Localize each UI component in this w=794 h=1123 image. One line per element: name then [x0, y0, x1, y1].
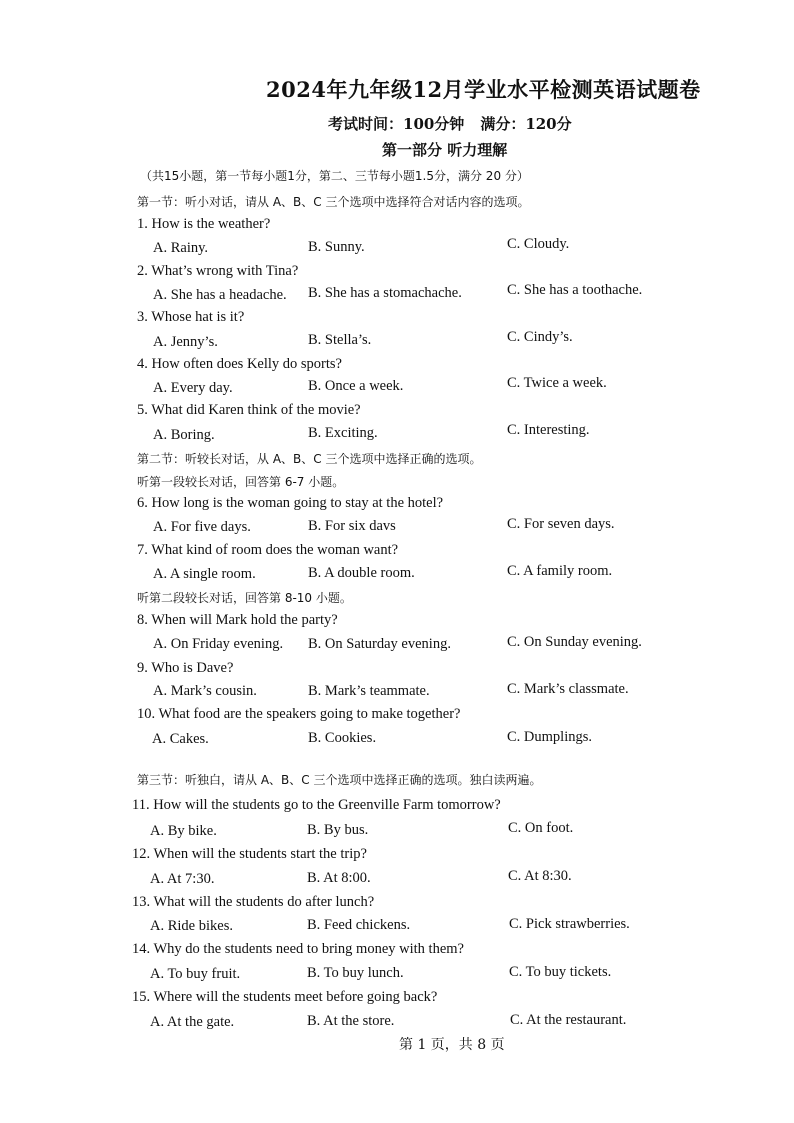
q14-option-a: A. To buy fruit. — [150, 966, 241, 982]
q8-option-c: C. On Sunday evening. — [507, 634, 642, 650]
q9-option-c: C. Mark’s classmate. — [507, 681, 629, 697]
q9-option-a: A. Mark’s cousin. — [153, 683, 257, 699]
question-5: 5. What did Karen think of the movie? — [137, 402, 361, 418]
q14-option-b: B. To buy lunch. — [307, 965, 404, 981]
q1-option-a: A. Rainy. — [153, 240, 209, 256]
q13-option-c: C. Pick strawberries. — [509, 916, 630, 932]
question-14: 14. Why do the students need to bring money with them? — [132, 941, 464, 957]
q12-option-a: A. At 7:30. — [150, 871, 215, 887]
q3-option-b: B. Stella’s. — [308, 332, 372, 348]
exam-time: 考试时间：100分钟 — [328, 115, 465, 133]
question-2: 2. What’s wrong with Tina? — [137, 263, 299, 279]
q15-option-b: B. At the store. — [307, 1013, 395, 1029]
q6-option-c: C. For seven days. — [507, 516, 615, 532]
q13-option-a: A. Ride bikes. — [150, 918, 233, 934]
q3-option-c: C. Cindy’s. — [507, 329, 573, 345]
q14-option-c: C. To buy tickets. — [509, 964, 612, 980]
q9-option-b: B. Mark’s teammate. — [308, 683, 430, 699]
question-10: 10. What food are the speakers going to make together? — [137, 706, 461, 722]
q7-option-a: A. A single room. — [153, 566, 256, 582]
dialog1-instruction: 听第一段较长对话，回答第 6-7 小题。 — [137, 475, 345, 489]
question-1: 1. How is the weather? — [137, 216, 271, 232]
q10-option-a: A. Cakes. — [152, 731, 209, 747]
part2-instruction: 第二节：听较长对话，从 A、B、C 三个选项中选择正确的选项。 — [137, 452, 482, 466]
section-note: （共15小题，第一节每小题1分，第二、三节每小题1.5分，满分 20 分） — [140, 169, 529, 183]
question-3: 3. Whose hat is it? — [137, 309, 245, 325]
question-9: 9. Who is Dave? — [137, 660, 234, 676]
q8-option-b: B. On Saturday evening. — [308, 636, 451, 652]
q4-option-a: A. Every day. — [153, 380, 233, 396]
q7-option-c: C. A family room. — [507, 563, 613, 579]
q4-option-b: B. Once a week. — [308, 378, 404, 394]
question-8: 8. When will Mark hold the party? — [137, 612, 338, 628]
q6-option-a: A. For five days. — [153, 519, 251, 535]
q15-option-a: A. At the gate. — [150, 1014, 235, 1030]
q13-option-b: B. Feed chickens. — [307, 917, 411, 933]
q1-option-c: C. Cloudy. — [507, 236, 570, 252]
section-title: 第一部分 听力理解 — [382, 141, 508, 159]
q12-option-b: B. At 8:00. — [307, 870, 371, 886]
question-12: 12. When will the students start the trip? — [132, 846, 367, 862]
q5-option-c: C. Interesting. — [507, 422, 590, 438]
q3-option-a: A. Jenny’s. — [153, 334, 218, 350]
q5-option-b: B. Exciting. — [308, 425, 378, 441]
exam-info — [328, 113, 572, 134]
q10-option-c: C. Dumplings. — [507, 729, 592, 745]
q8-option-a: A. On Friday evening. — [153, 636, 284, 652]
q4-option-c: C. Twice a week. — [507, 375, 607, 391]
q2-option-c: C. She has a toothache. — [507, 282, 643, 298]
q11-option-a: A. By bike. — [150, 823, 217, 839]
part1-instruction: 第一节：听小对话，请从 A、B、C 三个选项中选择符合对话内容的选项。 — [137, 195, 530, 209]
part3-instruction: 第三节：听独白，请从 A、B、C 三个选项中选择正确的选项。独白读两遍。 — [137, 773, 542, 787]
q11-option-c: C. On foot. — [508, 820, 574, 836]
question-15: 15. Where will the students meet before going back? — [132, 989, 438, 1005]
q2-option-b: B. She has a stomachache. — [308, 285, 462, 301]
question-6: 6. How long is the woman going to stay at the hotel? — [137, 495, 444, 511]
q7-option-b: B. A double room. — [308, 565, 415, 581]
exam-title: 2024年九年级12月学业水平检测英语试题卷 — [266, 77, 701, 102]
q15-option-c: C. At the restaurant. — [510, 1012, 627, 1028]
question-13: 13. What will the students do after lunch? — [132, 894, 375, 910]
question-4: 4. How often does Kelly do sports? — [137, 356, 342, 372]
q12-option-c: C. At 8:30. — [508, 868, 572, 884]
q1-option-b: B. Sunny. — [308, 239, 365, 255]
q11-option-b: B. By bus. — [307, 822, 369, 838]
question-11: 11. How will the students go to the Greenville Farm tomorrow? — [132, 797, 501, 813]
q2-option-a: A. She has a headache. — [153, 287, 287, 303]
page-number: 第 1 页，共 8 页 — [399, 1037, 505, 1053]
question-7: 7. What kind of room does the woman want? — [137, 542, 399, 558]
q10-option-b: B. Cookies. — [308, 730, 377, 746]
full-score: 满分：120分 — [480, 115, 572, 133]
q6-option-b: B. For six davs — [308, 518, 396, 534]
q5-option-a: A. Boring. — [153, 427, 215, 443]
dialog2-instruction: 听第二段较长对话，回答第 8-10 小题。 — [137, 591, 352, 605]
